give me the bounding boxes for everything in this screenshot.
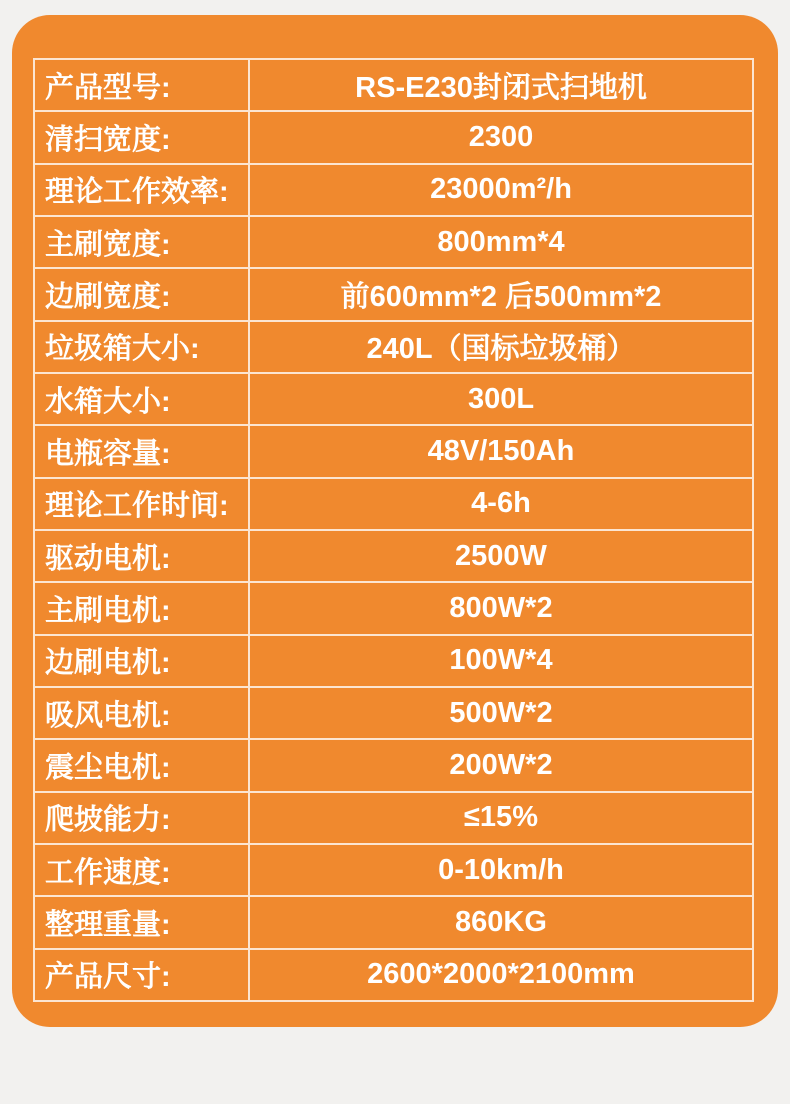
spec-row	[35, 531, 752, 583]
spec-row	[35, 793, 752, 845]
spec-label: 震尘电机:	[35, 740, 250, 790]
spec-value: 前600mm*2 后500mm*2	[340, 280, 662, 313]
spec-label: 整理重量:	[35, 897, 250, 947]
spec-card	[12, 15, 778, 1027]
spec-value: 500W*2	[449, 696, 553, 729]
spec-row	[35, 845, 752, 897]
spec-row	[35, 374, 752, 426]
spec-label: 工作速度:	[35, 845, 250, 895]
spec-label: 垃圾箱大小:	[35, 322, 250, 372]
spec-value: 2300	[468, 120, 534, 153]
spec-value: 4-6h	[471, 487, 531, 520]
spec-value: RS-E230封闭式扫地机	[355, 71, 647, 104]
spec-label: 水箱大小:	[35, 374, 250, 424]
spec-value: 860KG	[455, 905, 547, 938]
spec-value: 2500W	[455, 539, 547, 572]
spec-row	[35, 112, 752, 164]
spec-label: 产品尺寸:	[35, 950, 250, 1000]
spec-value: 23000m²/h	[430, 173, 572, 206]
spec-value: 300L	[467, 382, 535, 415]
spec-row	[35, 217, 752, 269]
spec-value: 2600*2000*2100mm	[367, 958, 635, 991]
spec-row	[35, 269, 752, 321]
spec-label: 产品型号:	[35, 60, 250, 110]
spec-value: 800mm*4	[437, 225, 565, 258]
spec-table	[33, 58, 754, 1002]
spec-label: 驱动电机:	[35, 531, 250, 581]
spec-value: 200W*2	[449, 748, 553, 781]
spec-row	[35, 688, 752, 740]
spec-value: 48V/150Ah	[427, 434, 575, 467]
spec-row	[35, 740, 752, 792]
spec-row	[35, 322, 752, 374]
spec-row	[35, 583, 752, 635]
spec-row	[35, 426, 752, 478]
spec-label: 理论工作时间:	[35, 479, 250, 529]
spec-label: 主刷电机:	[35, 583, 250, 633]
spec-row	[35, 897, 752, 949]
spec-label: 清扫宽度:	[35, 112, 250, 162]
spec-value: 0-10km/h	[438, 853, 564, 886]
spec-label: 边刷宽度:	[35, 269, 250, 319]
spec-row	[35, 479, 752, 531]
spec-value: 240L（国标垃圾桶）	[366, 333, 636, 366]
spec-row	[35, 636, 752, 688]
spec-label: 吸风电机:	[35, 688, 250, 738]
spec-value: 100W*4	[449, 644, 553, 677]
spec-row	[35, 950, 752, 1000]
spec-row	[35, 165, 752, 217]
spec-label: 爬坡能力:	[35, 793, 250, 843]
spec-value: 800W*2	[449, 591, 553, 624]
spec-value: ≤15%	[464, 801, 538, 834]
spec-label: 主刷宽度:	[35, 217, 250, 267]
spec-label: 电瓶容量:	[35, 426, 250, 476]
spec-label: 边刷电机:	[35, 636, 250, 686]
spec-label: 理论工作效率:	[35, 165, 250, 215]
spec-row	[35, 60, 752, 112]
